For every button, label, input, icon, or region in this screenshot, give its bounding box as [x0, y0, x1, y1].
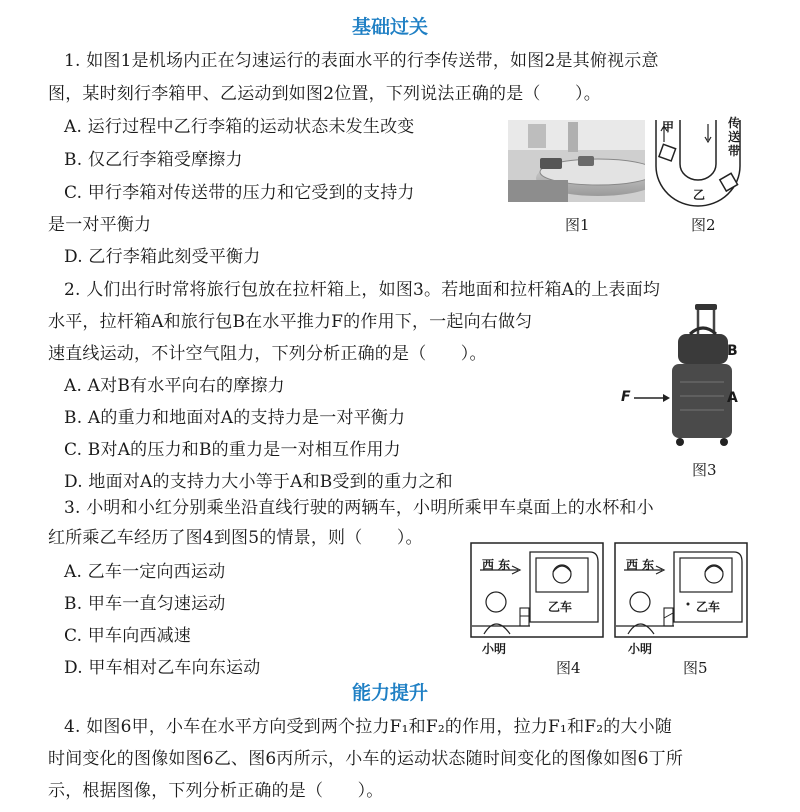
figure-3-luggage [620, 300, 750, 450]
figure-5-direction: 西 东 [626, 558, 655, 572]
q1-option-c-1: C. 甲行李箱对传送带的压力和它受到的支持力 [64, 183, 415, 203]
q4-line-3: 示，根据图像，下列分析正确的是（ ）。 [48, 781, 384, 801]
figure-4-car-b: 乙车 [548, 600, 573, 614]
figure-2-label-jia: 甲 [662, 120, 675, 134]
q3-option-a: A. 乙车一定向西运动 [64, 562, 226, 582]
figure-3-label-f: F [621, 389, 631, 405]
q2-line-2: 水平，拉杆箱A和旅行包B在水平推力F的作用下，一起向右做匀 [48, 312, 533, 332]
q2-option-b: B. A的重力和地面对A的支持力是一对平衡力 [64, 408, 406, 428]
q3-option-d: D. 甲车相对乙车向东运动 [64, 658, 261, 678]
q3-line-1: 3. 小明和小红分别乘坐沿直线行驶的两辆车，小明所乘甲车桌面上的水杯和小 [64, 498, 654, 518]
figure-3-label-b: B [727, 343, 738, 359]
q3-option-b: B. 甲车一直匀速运动 [64, 594, 226, 614]
figure-2-label-belt: 传送带 [728, 116, 741, 158]
q2-line-3: 速直线运动，不计空气阻力，下列分析正确的是（ ）。 [48, 344, 487, 364]
q1-option-c-2: 是一对平衡力 [48, 215, 152, 235]
q2-option-c: C. B对A的压力和B的重力是一对相互作用力 [64, 440, 401, 460]
figure-4-caption: 图4 [556, 659, 581, 677]
figure-5-xiaoming: 小明 [628, 642, 653, 656]
q4-line-2: 时间变化的图像如图6乙、图6丙所示，小车的运动状态随时间变化的图像如图6丁所 [48, 749, 684, 769]
figure-5-caption: 图5 [683, 659, 708, 677]
q2-line-1: 2. 人们出行时常将旅行包放在拉杆箱上，如图3。若地面和拉杆箱A的上表面均 [64, 280, 661, 300]
q4-line-1: 4. 如图6甲，小车在水平方向受到两个拉力F₁和F₂的作用，拉力F₁和F₂的大小随 [64, 717, 673, 737]
figure-1-photo [508, 120, 645, 202]
q1-option-a: A. 运行过程中乙行李箱的运动状态未发生改变 [64, 117, 415, 137]
q1-line-2: 图，某时刻行李箱甲、乙运动到如图2位置，下列说法正确的是（ ）。 [48, 84, 601, 104]
q3-line-2: 红所乘乙车经历了图4到图5的情景，则（ ）。 [48, 528, 423, 548]
q1-line-1: 1. 如图1是机场内正在匀速运行的表面水平的行李传送带，如图2是其俯视示意 [64, 51, 659, 71]
figure-1-caption: 图1 [565, 216, 590, 234]
figure-4-direction: 西 东 [482, 558, 511, 572]
figure-5-car-b: 乙车 [696, 600, 721, 614]
figure-2-caption: 图2 [691, 216, 716, 234]
q1-option-b: B. 仅乙行李箱受摩擦力 [64, 150, 243, 170]
q1-option-d: D. 乙行李箱此刻受平衡力 [64, 247, 261, 267]
section-title-advanced: 能力提升 [352, 682, 429, 704]
q2-option-a: A. A对B有水平向右的摩擦力 [64, 376, 285, 396]
section-title-basic: 基础过关 [352, 16, 429, 38]
figure-2-label-yi: 乙 [693, 188, 706, 202]
figure-4-xiaoming: 小明 [482, 642, 507, 656]
q3-option-c: C. 甲车向西减速 [64, 626, 192, 646]
figure-3-label-a: A [727, 390, 738, 406]
figure-3-caption: 图3 [692, 461, 717, 479]
q2-option-d: D. 地面对A的支持力大小等于A和B受到的重力之和 [64, 472, 453, 492]
